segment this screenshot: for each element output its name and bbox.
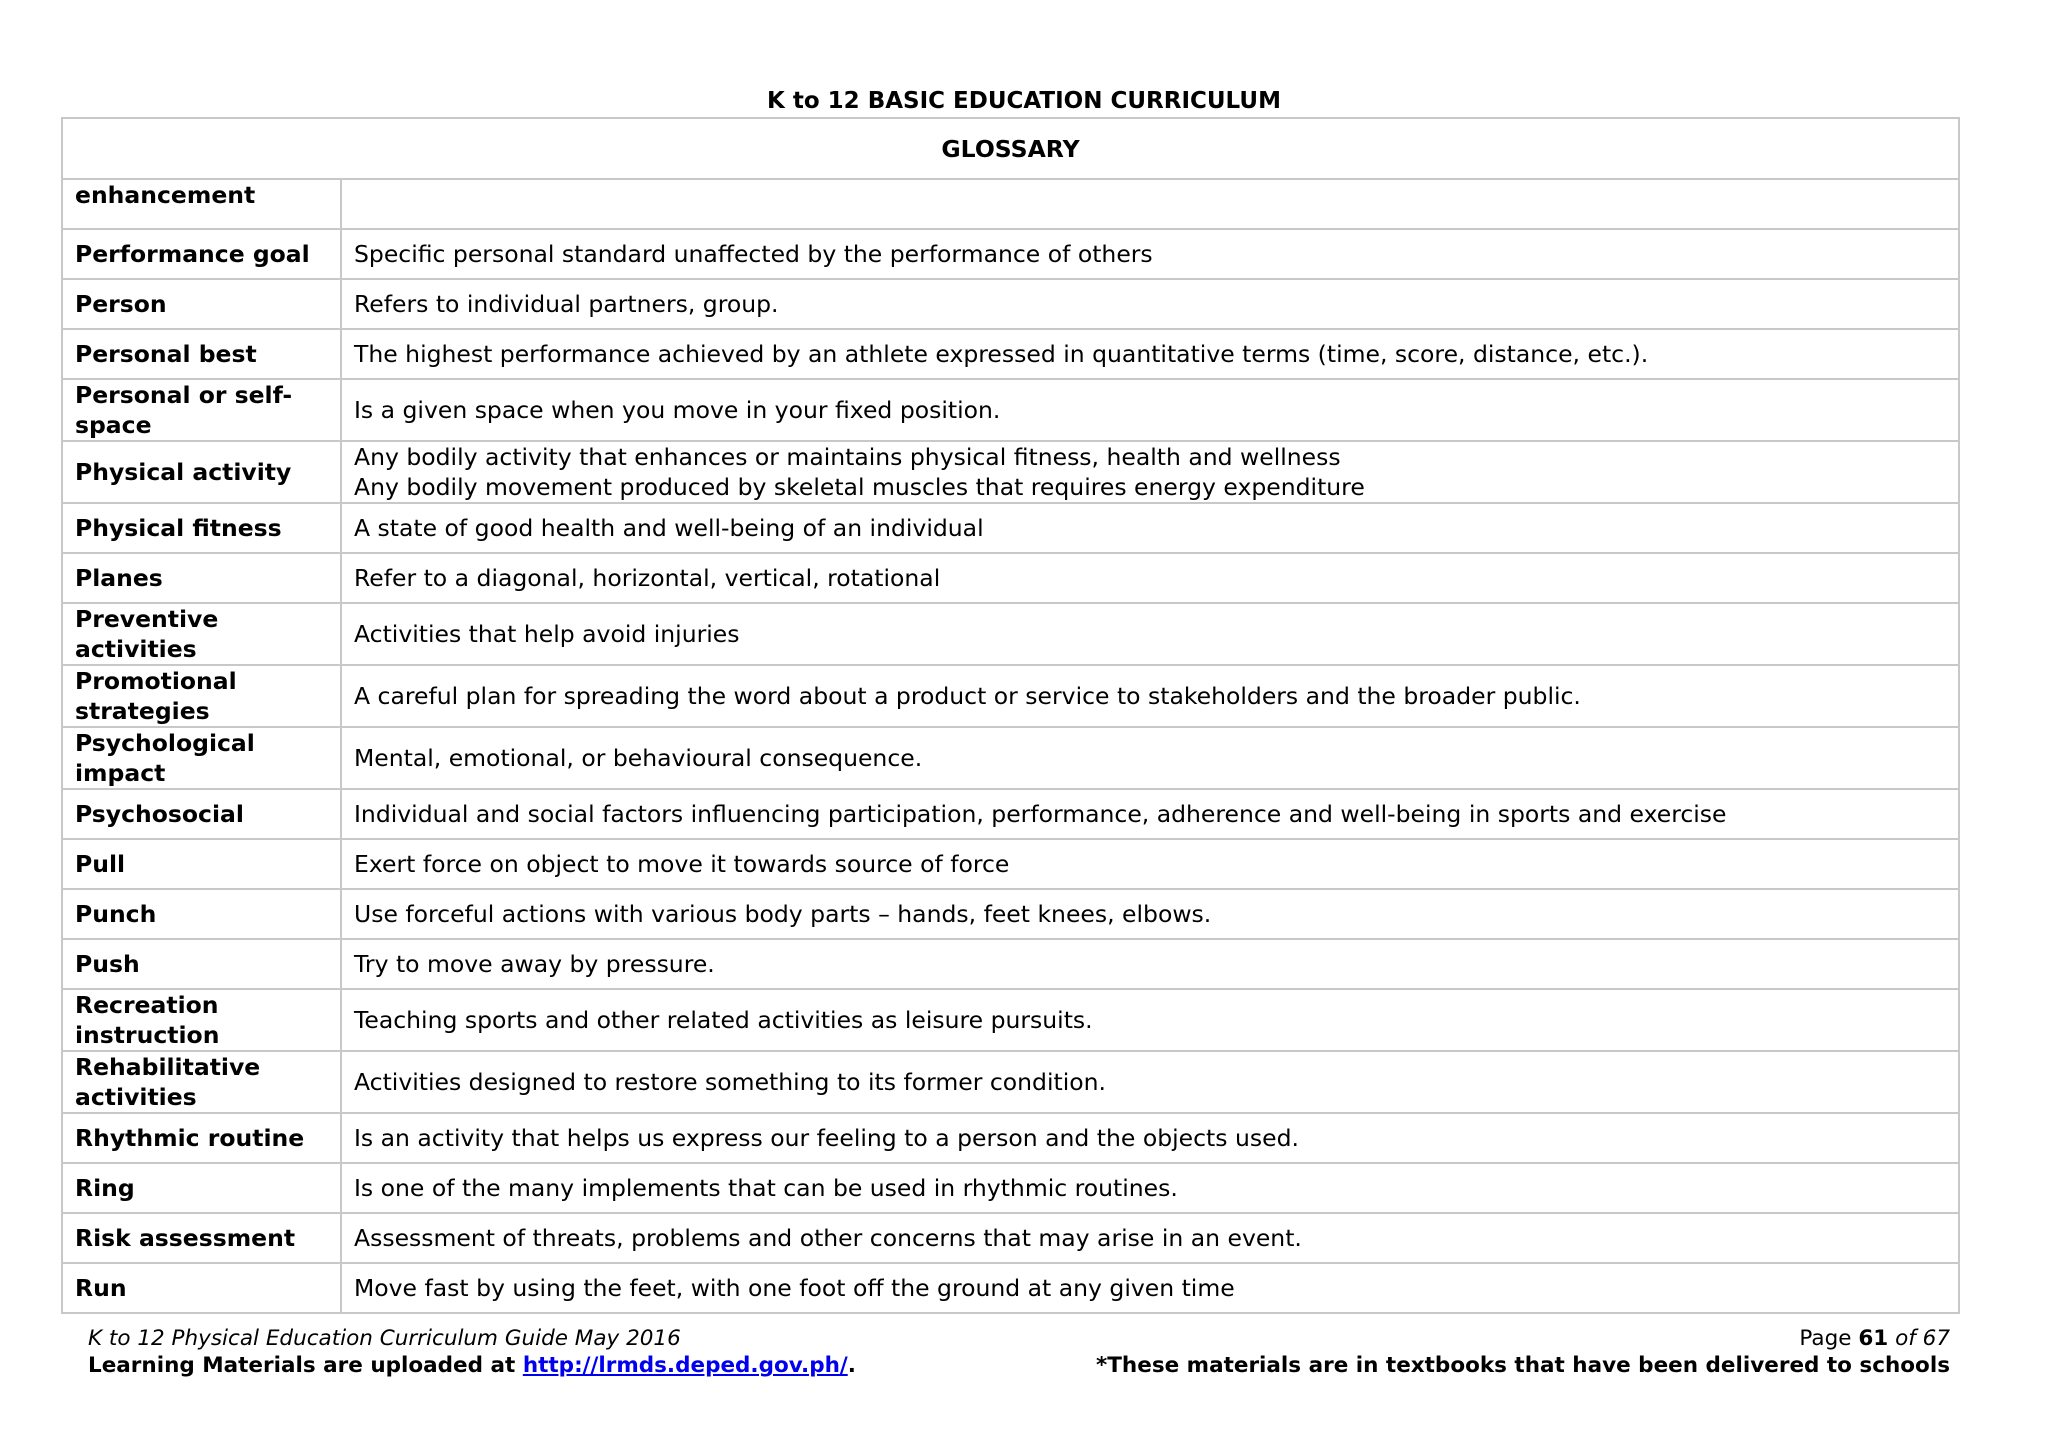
- table-row: [62, 789, 1959, 839]
- glossary-term: Planes: [62, 553, 341, 603]
- glossary-term: Punch: [62, 889, 341, 939]
- table-row: [62, 665, 1959, 727]
- glossary-definition: Is an activity that helps us express our feeling to a person and the objects used.: [341, 1113, 1959, 1163]
- table-row: [62, 179, 1959, 229]
- table-row: [62, 889, 1959, 939]
- table-row: [62, 1163, 1959, 1213]
- glossary-definition: A careful plan for spreading the word about a product or service to stakeholders and the broader public.: [341, 665, 1959, 727]
- glossary-definition: Activities that help avoid injuries: [341, 603, 1959, 665]
- glossary-term: enhancement: [62, 179, 341, 229]
- glossary-definition: Individual and social factors influencing participation, performance, adherence and well-being in sports and exercise: [341, 789, 1959, 839]
- textbook-note: *These materials are in textbooks that have been delivered to schools: [1096, 1353, 1950, 1378]
- upload-period: .: [847, 1353, 856, 1378]
- definition-line: Any bodily activity that enhances or maintains physical fitness, health and wellness: [354, 443, 1341, 471]
- table-row: [62, 989, 1959, 1051]
- glossary-definition: Refer to a diagonal, horizontal, vertical, rotational: [341, 553, 1959, 603]
- glossary-heading: GLOSSARY: [62, 118, 1959, 179]
- glossary-definition: [341, 441, 1959, 503]
- glossary-definition: Assessment of threats, problems and other concerns that may arise in an event.: [341, 1213, 1959, 1263]
- glossary-definition: Specific personal standard unaffected by the performance of others: [341, 229, 1959, 279]
- page-total: of 67: [1895, 1326, 1950, 1351]
- glossary-definition: Refers to individual partners, group.: [341, 279, 1959, 329]
- glossary-term: Personal best: [62, 329, 341, 379]
- page-number: 61: [1858, 1326, 1889, 1351]
- glossary-definition: Teaching sports and other related activities as leisure pursuits.: [341, 989, 1959, 1051]
- glossary-term: Ring: [62, 1163, 341, 1213]
- table-row: [62, 553, 1959, 603]
- table-row: [62, 1213, 1959, 1263]
- glossary-term: Psychosocial: [62, 789, 341, 839]
- glossary-term: Rehabilitative activities: [62, 1051, 341, 1113]
- glossary-definition: Activities designed to restore something to its former condition.: [341, 1051, 1959, 1113]
- table-row: [62, 229, 1959, 279]
- glossary-term: Rhythmic routine: [62, 1113, 341, 1163]
- glossary-definition: Is one of the many implements that can be used in rhythmic routines.: [341, 1163, 1959, 1213]
- glossary-term: Run: [62, 1263, 341, 1313]
- table-row: [62, 727, 1959, 789]
- table-row: [62, 1263, 1959, 1313]
- glossary-term: Push: [62, 939, 341, 989]
- glossary-term: Preventive activities: [62, 603, 341, 665]
- glossary-definition: Is a given space when you move in your fixed position.: [341, 379, 1959, 441]
- glossary-definition: Move fast by using the feet, with one foot off the ground at any given time: [341, 1263, 1959, 1313]
- page-prefix: Page: [1799, 1326, 1852, 1351]
- table-row: [62, 441, 1959, 503]
- glossary-term: Psychological impact: [62, 727, 341, 789]
- table-row: [62, 939, 1959, 989]
- glossary-definition: Mental, emotional, or behavioural consequence.: [341, 727, 1959, 789]
- glossary-table: [61, 117, 1960, 1314]
- glossary-term: Risk assessment: [62, 1213, 341, 1263]
- glossary-term: Performance goal: [62, 229, 341, 279]
- glossary-definition: [341, 179, 1959, 229]
- glossary-definition: Exert force on object to move it towards source of force: [341, 839, 1959, 889]
- table-row: [62, 603, 1959, 665]
- table-row: [62, 279, 1959, 329]
- glossary-definition: Try to move away by pressure.: [341, 939, 1959, 989]
- definition-line: Any bodily movement produced by skeletal muscles that requires energy expenditure: [354, 473, 1365, 501]
- table-row: [62, 503, 1959, 553]
- table-row: [62, 379, 1959, 441]
- document-title: K to 12 BASIC EDUCATION CURRICULUM: [767, 88, 1281, 114]
- glossary-definition: Use forceful actions with various body parts – hands, feet knees, elbows.: [341, 889, 1959, 939]
- lrmds-link[interactable]: http://lrmds.deped.gov.ph/: [522, 1353, 848, 1378]
- page-indicator: [1799, 1325, 1950, 1353]
- upload-notice: [88, 1352, 856, 1380]
- table-row: [62, 839, 1959, 889]
- table-row: [62, 329, 1959, 379]
- glossary-definition: A state of good health and well-being of an individual: [341, 503, 1959, 553]
- glossary-definition: The highest performance achieved by an athlete expressed in quantitative terms (time, score, distance, etc.).: [341, 329, 1959, 379]
- curriculum-guide-label: K to 12 Physical Education Curriculum Guide May 2016: [88, 1326, 681, 1351]
- glossary-term: Personal or self-space: [62, 379, 341, 441]
- table-header-row: [62, 118, 1959, 179]
- glossary-term: Promotional strategies: [62, 665, 341, 727]
- glossary-term: Physical activity: [62, 441, 341, 503]
- glossary-term: Pull: [62, 839, 341, 889]
- glossary-term: Person: [62, 279, 341, 329]
- glossary-term: Physical fitness: [62, 503, 341, 553]
- table-row: [62, 1051, 1959, 1113]
- upload-text: Learning Materials are uploaded at: [88, 1353, 516, 1378]
- table-row: [62, 1113, 1959, 1163]
- glossary-term: Recreation instruction: [62, 989, 341, 1051]
